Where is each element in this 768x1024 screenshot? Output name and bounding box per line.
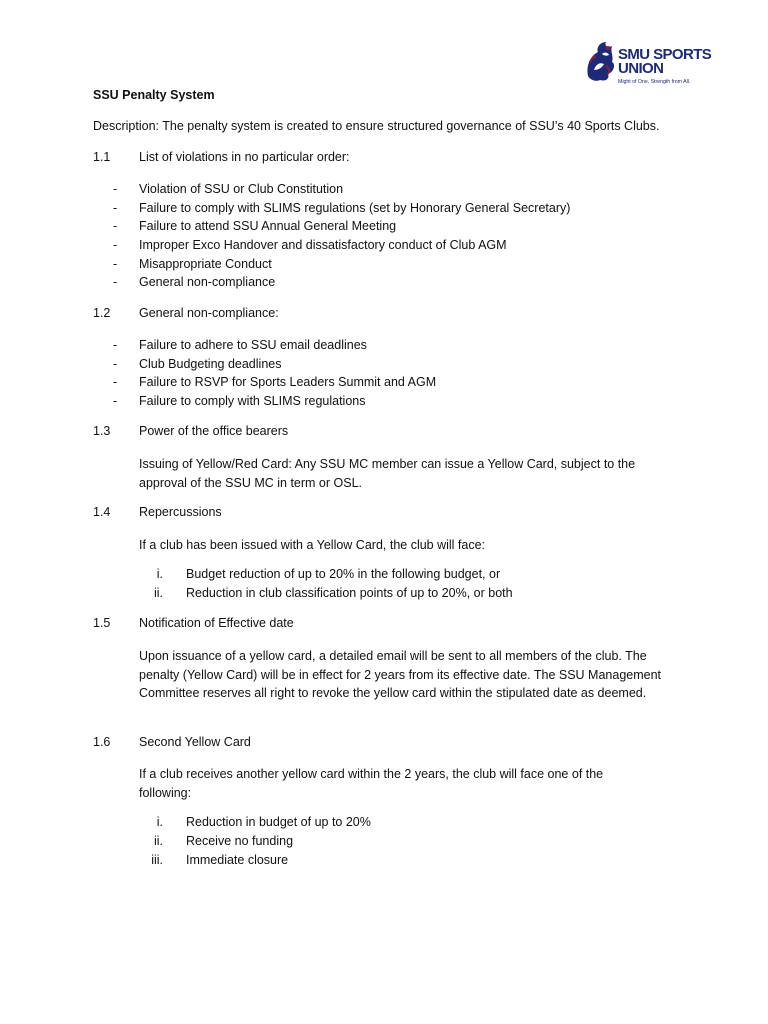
section-number: 1.5 [93,616,111,630]
list-item: - Failure to RSVP for Sports Leaders Summit and AGM [113,375,437,390]
section-paragraph: Upon issuance of a yellow card, a detailed email will be sent to all members of the club. The penalty (Yellow Card) will be in effect for 2 years from its effective date. The SSU Management Committee reserves all right to revoke the yellow card within the stipulated date as deemed. [139,649,662,700]
logo-text-line1: SMU SPORTS [618,46,712,63]
list-item: - Failure to comply with SLIMS regulations [113,394,366,409]
list-item: i. Budget reduction of up to 20% in the following budget, or [156,567,501,581]
list-item: - Club Budgeting deadlines [113,356,282,371]
section-paragraph: If a club has been issued with a Yellow Card, the club will face: [139,538,486,552]
logo-text-line2: UNION [618,60,664,77]
list-item: - General non-compliance [113,275,276,290]
list-item: - Failure to attend SSU Annual General Meeting [113,219,397,234]
section-paragraph: If a club receives another yellow card within the 2 years, the club will face one of the following: [139,767,604,800]
ssu-logo [580,28,730,92]
section-number: 1.3 [93,424,111,438]
section-number: 1.2 [93,306,111,320]
second-yellow-card-list [139,813,371,870]
list-item: ii. Reduction in club classification points of up to 20%, or both [153,585,513,600]
section-title: Second Yellow Card [139,735,251,749]
repercussions-list [139,565,513,603]
list-item: ii. Receive no funding [153,833,294,848]
list-item: i. Reduction in budget of up to 20% [156,815,371,829]
list-item: - Improper Exco Handover and dissatisfactory conduct of Club AGM [113,238,507,253]
section-number: 1.6 [93,735,111,749]
list-item: - Failure to adhere to SSU email deadlines [113,338,367,352]
logo-tagline: Might of One, Strength from All. [618,79,691,85]
lion-mascot-icon [582,36,618,84]
violations-list [113,180,570,292]
section-title: General non-compliance: [139,306,279,320]
section-title: Notification of Effective date [139,616,294,630]
list-item: - Misappropriate Conduct [113,256,272,271]
list-item: - Violation of SSU or Club Constitution [113,182,344,196]
section-number: 1.4 [93,505,111,519]
section-number: 1.1 [93,150,111,164]
document-title: SSU Penalty System [93,88,215,102]
section-title: List of violations in no particular order: [139,150,350,164]
list-item: - Failure to comply with SLIMS regulations (set by Honorary General Secretary) [113,200,571,215]
list-item: iii. Immediate closure [151,852,289,867]
document-description: Description: The penalty system is created to ensure structured governance of SSU’s 40 Sports Clubs. [93,119,660,133]
section-title: Repercussions [139,505,222,519]
non-compliance-list [113,336,436,411]
section-paragraph: Issuing of Yellow/Red Card: Any SSU MC member can issue a Yellow Card, subject to the approval of the SSU MC in term or OSL. [139,457,636,490]
section-title: Power of the office bearers [139,424,289,438]
